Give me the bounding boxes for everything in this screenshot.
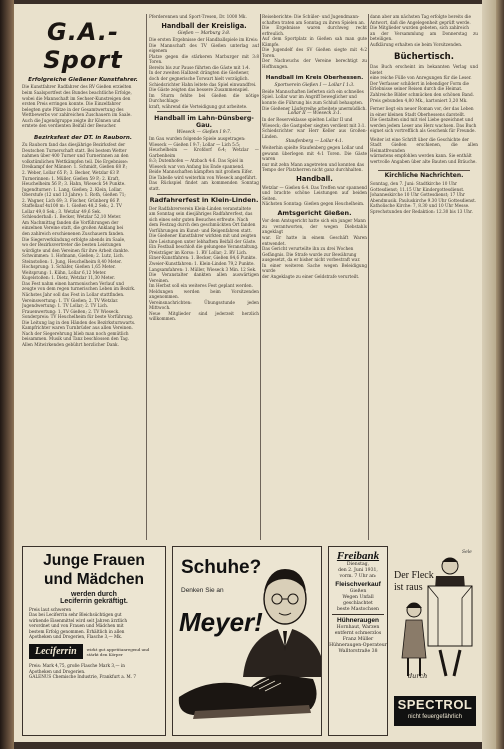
ad-freibank-title: Freibank xyxy=(336,550,380,562)
text-line: Die Jugendelf des SV Gießen siegte mit 4:2 Toren. xyxy=(262,47,367,58)
text-line: Sonderpreis: TV Heuchelheim für beste Vorführung. xyxy=(22,314,134,320)
text-line: Sonntag, den 7. Juni: Stadtkirche 10 Uhr xyxy=(370,181,458,187)
separator xyxy=(378,170,470,171)
text-line: Bereits bis zur Pause führten die Gäste mit 1:4. xyxy=(149,64,250,70)
text-line: Kugelstoßen: 1. Dietz, Wetzlar 11,30 Meter. xyxy=(22,275,115,281)
ad-freibank-line: vorm. 7 Uhr an: xyxy=(339,574,377,579)
separator xyxy=(157,194,251,195)
article-body-reiseberichte xyxy=(262,14,367,72)
text-line: belegten gute Plätze in der Gesamtwertung des xyxy=(22,106,124,112)
ad-footer-line: GALENUS Chemische Industrie, Frankfurt a. M. 7 xyxy=(29,674,137,680)
text-line: schaften traten am Sonntag zu ihren Spielen an. xyxy=(262,19,366,25)
page-left-edge xyxy=(0,0,14,749)
text-line: wo der Bezirksvertreter die besten Leistungen xyxy=(22,242,122,248)
text-line: gewann überlegen mit 4:1 Toren. Die Gäste waren xyxy=(262,150,367,162)
text-line: Einer-Kunstfahren: 1. Becker, Gießen 84,6 Punkte. xyxy=(149,255,257,261)
text-line: 2. Wagner, Lich 69; 3. Fischer, Grünberg 66 P. xyxy=(22,197,120,203)
text-line: Die Kunstfahrer Radfahrer des RV Gießen erzielten xyxy=(22,84,132,90)
text-line: nur mit zehn Mann angetreten und konnten das xyxy=(262,161,365,167)
column-rule xyxy=(146,14,147,540)
text-line: war. Er hatte in einem Geschäft Waren entwendet. xyxy=(262,235,367,246)
text-line: Schiedsrichter Hahn leitete das Spiel einwandfrei. xyxy=(149,81,257,87)
ad-leciferrin-brand-note: wirkt gut appetitanregend und stärkt den Körper xyxy=(86,646,150,657)
text-line: Die Tabelle wird weiterhin von Wieseck angeführt. xyxy=(149,174,257,180)
ad-body-line: Apotheken und Drogerien, Flasche 3,— Mk. xyxy=(29,634,123,640)
ad-meyer-subtitle: Denken Sie an xyxy=(181,587,224,594)
text-line: 8:3; Dutenhofen — Atzbach 4:6. Das Spiel in xyxy=(149,158,244,164)
text-line: Im Sturm fehlte bei Gießen die nötige Durchschlags- xyxy=(149,92,259,104)
article-body-oberhessen xyxy=(262,89,367,111)
ad-body-line: wirkende Eisenmittel wird seit Jahren ärztlich xyxy=(29,617,128,623)
text-line: Zahlreiche Bilder schmücken den schönen Band. xyxy=(370,92,474,98)
text-line: Beide Mannschaften kämpften mit großem Eifer. xyxy=(149,169,253,175)
text-line: Das Gericht verurteilte ihn zu drei Wochen xyxy=(262,246,354,252)
ad-meyer-shoes xyxy=(172,546,322,736)
ad-spectrol-headline-1: Der Fleck xyxy=(394,570,434,581)
text-line: der Angeklagte zu einer Geldstrafe verurteilt. xyxy=(262,273,360,279)
column-rule xyxy=(368,14,369,540)
text-line: werden jedem Leser ans Herz wachsen. Das Buch xyxy=(370,122,477,128)
separator xyxy=(157,111,251,112)
ad-spectrol-brand: SPECTROL xyxy=(397,697,473,712)
subheading-score-3: Sportverein Gießen I — Lollar I 1:3. xyxy=(274,82,355,88)
text-line: zeugte von dem regen turnerischen Leben im Bezirk. xyxy=(22,286,136,292)
ad-huehneraugen-line: Hornhaut, Warzen xyxy=(336,624,380,630)
text-line: doch der gegnerische Torwart hielt vorzüglich. xyxy=(149,75,249,81)
text-line: ersten Preis erringen konnte. Die Einzelfahrer xyxy=(22,101,121,107)
text-line: Schwimmen: 1. Hofmann, Gießen; 2. Lutz, Lich. xyxy=(22,253,124,259)
article-body-radfahrerfest xyxy=(149,206,259,322)
ad-freibank-line: Gießen xyxy=(349,589,367,594)
text-line: Aufklärung erhalten sie beim Vorsitzenden. xyxy=(370,41,463,47)
text-line: Auf dem Sportplatz in Gießen sah man gute Kämpfe. xyxy=(262,36,367,47)
separator xyxy=(332,614,384,615)
text-line: Schiedsrichter war Herr Keller aus Großen-Linden. xyxy=(262,128,367,139)
article-body-versammlung xyxy=(370,14,478,50)
text-line: würdigte und den Vereinen für ihre Arbeit dankte. xyxy=(22,247,130,253)
ad-freibank-line: Dienstag, xyxy=(346,562,370,567)
article-body-kirche xyxy=(370,181,478,214)
text-line: Ein Festball beschloß die gelungene Veranstaltung. xyxy=(149,244,259,250)
ad-leciferrin xyxy=(22,546,166,736)
text-line: In einer weiteren Sache wegen Beleidigung wurde xyxy=(262,262,367,274)
text-line: Das Fest nahm einen harmonischen Verlauf und xyxy=(22,280,124,286)
column-2 xyxy=(149,14,259,540)
text-line: Vereinsnachrichten: Übungsstunde jeden Mittwoch. xyxy=(149,299,259,311)
text-line: beisammen. Musik und Tanz beschlossen den Tag. xyxy=(22,336,130,342)
text-line: Johanneskirche 10 Uhr Gottesdienst; 17 Uhr xyxy=(370,192,465,198)
shoe-icon xyxy=(179,675,317,719)
heading-bezirksfest: Bezirksfest der DT. in Rauborn. xyxy=(34,134,132,141)
ad-freibank-line: beste Mastochsen xyxy=(336,607,380,612)
text-line: kraft, während die Verteidigung gut arbeitete. xyxy=(149,103,248,109)
text-line: Die Gießener Läuferreihe arbeitete unermüdlich. xyxy=(262,105,367,111)
text-line: eine reiche Fülle von Anregungen für die Leser. xyxy=(370,75,472,81)
ad-huehneraugen-line: Walltorstraße 38 xyxy=(338,648,378,654)
heading-kirchliche-nachrichten: Kirchliche Nachrichten. xyxy=(384,172,464,180)
ad-freibank xyxy=(328,546,388,736)
text-line: Turnerinnen: 1. Müller, Gießen 59 P.; 2. Kraft, xyxy=(22,175,120,181)
text-line: Zu Rauborn fand das diesjährige Bezirksfest der xyxy=(22,142,126,148)
text-line: Meldungen werden beim Vorsitzenden angenommen. xyxy=(149,288,259,300)
text-line: Steinstoßen: 1. Jung, Heuchelheim 8,40 Meter. xyxy=(22,258,122,264)
text-line: Die Siegerverkündung erfolgte abends im Saale, xyxy=(22,236,126,242)
text-line: sich eines sehr guten Besuches erfreute. Nach xyxy=(149,216,249,222)
text-line xyxy=(22,129,144,132)
text-line: Die Veranstalter dankten allen auswärtigen Vereinen. xyxy=(149,272,259,283)
text-line: Schleuderball: 1. Becker, Wetzlar 52,10 Meter. xyxy=(22,214,122,220)
text-line: Wieseck — Gießen I 9:7; Lollar — Lich 5:5; xyxy=(149,141,241,147)
ad-spectrol-durch: durch xyxy=(408,672,428,680)
ad-body-line: Preis laut schweren xyxy=(29,607,72,612)
text-line: Langsamfahren: 1. Müller, Wieseck 3 Min. 12 Sek. xyxy=(149,266,257,272)
column-1 xyxy=(22,14,144,540)
text-line: ausgesetzt, da er bisher nicht vorbestraft war. xyxy=(262,257,361,263)
ad-huehneraugen-bold: Hühneraugen xyxy=(337,616,379,624)
ad-spectrol-tagline: nicht feuergefährlich xyxy=(407,714,463,720)
article-body-kunstfahrer xyxy=(22,84,144,131)
text-line: Zweier-Kunstfahren: 1. Klein-Linden 79,2 Punkte. xyxy=(149,260,255,266)
text-line: Allen Mitwirkenden gebührt herzlicher Dank. xyxy=(22,341,119,347)
article-body-handball xyxy=(149,37,259,109)
ad-leciferrin-body xyxy=(23,607,165,639)
text-line: Oberstufe (12 und 13 Jahre): 1. Roth, Gießen 71; xyxy=(22,192,126,198)
text-line: Preis gebunden 4,80 Mk., kartoniert 3,20 Mk. xyxy=(370,97,468,103)
text-line: Die Gießener Kunstfahrer wirkten mit und zeigten xyxy=(149,233,257,239)
ad-leciferrin-title-1: Junge Frauen xyxy=(43,552,145,569)
text-line: Vorführungen im Kunst- und Reigenfahren statt. xyxy=(149,227,252,233)
text-line: Lollar 49,0 Sek.; 3. Wetzlar 49,6 Sek. xyxy=(22,208,102,214)
text-line: Jugendwertung: 1. TV Lollar; 2. TV Lich. xyxy=(22,303,109,309)
ad-footer-line: Apotheken und Drogerien. xyxy=(29,668,86,674)
text-line: Wieseck; die Gastgeber siegten verdient mit 3:1. xyxy=(262,122,366,128)
text-line: Im Herbst soll ein weiteres Fest geplant werden. xyxy=(149,283,253,289)
text-line: in einer kleinen Stadt Oberhessens darstellt. xyxy=(370,111,466,117)
text-line: Wetzlar — Gießen 6:4. Das Treffen war spannend xyxy=(262,184,367,190)
ad-spectrol-signature: Sele xyxy=(462,550,472,555)
ad-body-line: verordnet und von Frauen und Mädchen mit xyxy=(29,623,124,629)
ad-freibank-line: Wegen Unfall geschlachtet xyxy=(342,595,374,606)
text-line: und brachte schöne Leistungen auf beiden Seiten. xyxy=(262,190,367,201)
text-line: Das Buch erscheint im bekannten Verlag und bietet xyxy=(370,64,478,75)
text-line: Die ersten Ergebnisse der Handballspiele im Kreis: xyxy=(149,37,259,43)
column-rule xyxy=(260,14,261,540)
ad-leciferrin-title-2: und Mädchen xyxy=(44,571,144,588)
text-line: Gefängnis. Die Strafe wurde zur Bewährung xyxy=(262,251,357,257)
text-line: Der Nachwuchs der Vereine berechtigt zu Hoffnungen. xyxy=(262,58,367,69)
text-line: konnte die Führung bis zum Schluß behaupten. xyxy=(262,99,364,105)
advertisement-row xyxy=(22,546,478,738)
text-line: Antwort, daß die Angelegenheit geprüft werde. xyxy=(370,19,471,25)
text-line: Heuchelheim — Krofdorf 6:4; Wetzlar — Garbenheim xyxy=(149,147,259,158)
heading-handball-oberhessen: Handball im Kreis Oberhessen. xyxy=(265,75,364,82)
binding-gutter xyxy=(482,0,496,749)
ad-leciferrin-subtitle-2: Leciferrin gekräftigt. xyxy=(60,598,128,605)
text-line: den zahlreich erschienenen Zuschauern fanden. xyxy=(22,230,125,236)
text-line: Dreikampf der Männer: 1. Schmidt, Gießen 68 P.; xyxy=(22,164,128,170)
text-line: Auch die Jugendgruppe zeigte ihr Können und xyxy=(22,117,121,123)
text-line: Weiter ist eine Schrift über die Geschichte der xyxy=(370,136,469,142)
ad-freibank-line: den 2. Juni 1931, xyxy=(338,568,378,573)
ad-huehneraugen-line: Franz Müller xyxy=(342,636,374,642)
text-line: Beide Mannschaften lieferten sich ein schnelles xyxy=(262,88,364,94)
text-line: am Sonntag sein diesjähriges Radfahrerfest, das xyxy=(149,211,253,217)
ad-spectrol-headline xyxy=(394,570,434,594)
text-line: Spiel. Lollar war im Angriff beweglicher und xyxy=(262,94,357,100)
text-line: wertvolle Angaben über alte Bauten und Bräuche. xyxy=(370,159,477,165)
article-body-amtsgericht xyxy=(262,218,367,279)
column-4 xyxy=(370,14,478,540)
text-line: Preisträger im Korso: 1. RV Lollar; 2. RV Lich. xyxy=(149,249,248,255)
article-body-buecher xyxy=(370,64,478,167)
column-3 xyxy=(262,14,367,540)
article-body-intro xyxy=(149,14,259,20)
article-body-bezirksfest xyxy=(22,142,144,347)
text-line: Nächstes Jahr soll das Fest in Lollar stattfinden. xyxy=(22,291,125,297)
article-body-reserve xyxy=(262,117,367,139)
text-line: Tempo der Platzherren nicht ganz durchhalten. xyxy=(262,167,363,173)
text-line: dann aber am nächsten Tag erfolgte bereits die xyxy=(370,14,471,19)
text-line: Katholische Kirche: 7, 8.30 und 10 Uhr Messe. xyxy=(370,203,470,209)
text-line: zu verantworten, der wegen Diebstahls angeklagt xyxy=(262,223,367,235)
heading-handball-gau: Handball im Lahn-Dünsberg-Gau. xyxy=(154,114,254,129)
text-line: Die Leitung lag in den Händen des Bezirksturnwarts. xyxy=(22,319,136,325)
masthead-title: G.A.-Sport xyxy=(43,18,123,74)
text-line: Stadt Gießen erschienen, die allen Heimatfreunden xyxy=(370,142,478,153)
text-line: In der zweiten Halbzeit drängten die Gießener, xyxy=(149,70,250,76)
text-line xyxy=(370,47,478,50)
text-line: Die Mannschaft des TV Gießen unterlag auf eigenem xyxy=(149,42,259,54)
text-line: Am Nachmittag fanden die Vorführungen der xyxy=(22,219,119,225)
article-body-gau xyxy=(149,136,259,191)
ad-huehneraugen-line: entfernt schmerzlos xyxy=(334,630,382,636)
subheading-score-4: Lollar II — Wieseck 3:1. xyxy=(287,111,342,117)
text-line: Neue Mitglieder sind jederzeit herzlich willkommen. xyxy=(149,310,259,322)
woman-figure-icon xyxy=(402,603,426,676)
text-line: Frauenwertung: 1. TV Gießen; 2. TV Wieseck. xyxy=(22,308,120,314)
text-line: Deutschen Turnerschaft statt. Bei bestem Wetter xyxy=(22,147,127,153)
text-line: wärmstens empfohlen werden kann. Sie enthält xyxy=(370,153,472,159)
text-line: Nach der Siegerehrung blieb man noch gemütlich xyxy=(22,330,129,336)
text-line: Kampfrichter waren Turnbrüder aus allen Vereinen. xyxy=(22,325,133,331)
article-body-wetzlar xyxy=(262,185,367,207)
text-line: Ferner liegt ein neuer Roman vor, der das Leben xyxy=(370,106,474,112)
ad-body-line: Das bei Leciferrin sehr Bleichsüchtigen gut xyxy=(29,612,122,618)
text-line: Wieseck war von Anfang bis Ende spannend. xyxy=(149,163,245,169)
ad-leciferrin-subtitle: werden durch xyxy=(71,591,117,598)
ad-meyer-title: Schuhe? xyxy=(181,557,262,578)
ad-leciferrin-footer xyxy=(23,663,165,679)
text-line: erntete den verdienten Beifall der Besucher. xyxy=(22,123,117,129)
text-line: Platze gegen die stärkeren Marburger mit 3:8 Toren. xyxy=(149,53,259,65)
heading-buechertisch: Büchertisch. xyxy=(394,52,454,63)
text-line: Die Ergebnisse waren durchweg recht erfreulich. xyxy=(262,25,367,36)
ad-spectrol-logo-box xyxy=(394,696,476,726)
text-line: Staffellauf 4x100 m: 1. Gießen 48,2 Sek.; 2. TV xyxy=(22,203,122,209)
text-line: dem Festzug durch den geschmückten Ort fanden xyxy=(149,222,256,228)
text-line: Im Gau wurden folgende Spiele ausgetragen: xyxy=(149,136,246,142)
article-body-staufenberg xyxy=(262,145,367,173)
ad-spectrol xyxy=(392,546,478,736)
ad-body-line: bestem Erfolg genommen. Erhältlich in allen xyxy=(29,628,125,634)
man-holding-garment-icon xyxy=(428,558,472,676)
text-line: Sprechstunden der Redaktion: 12.30 bis 13 Uhr. xyxy=(370,208,473,214)
text-line: Weiterhin spielte Staufenberg gegen Lollar und xyxy=(262,145,364,151)
text-line: Reiseberichte: Die Schüler- und Jugendmann- xyxy=(262,14,360,19)
heading-kunstfahrer: Erfolgreiche Gießener Kunstfahrer. xyxy=(28,77,138,83)
heading-handball-kreisliga: Handball der Kreisliga. xyxy=(161,21,247,30)
ad-leciferrin-brand-bar xyxy=(23,644,165,659)
ad-meyer-brand: Meyer! xyxy=(179,607,263,637)
text-line: Erlebnisse seiner Reisen durch die Heimat. xyxy=(370,86,463,92)
text-line: Die Gestalten sind mit viel Liebe gezeichnet und xyxy=(370,117,474,123)
ad-footer-line: Preis: Mark 4,75, große Flasche Mark 3,— in xyxy=(29,663,125,669)
text-line: 2. Weber, Lollar 65 P.; 3. Becker, Wetzlar 63 P. xyxy=(22,169,120,175)
text-line: In der Reserveklasse spielten Lollar II und xyxy=(262,117,353,123)
text-line: Vor dem Amtsgericht hatte sich ein junger Mann xyxy=(262,218,366,224)
text-line: Die Mitglieder wurden gebeten, sich zahlreich xyxy=(370,25,469,31)
subheading-score-2: Wieseck — Gießen I 9:7. xyxy=(176,130,232,136)
ad-spectrol-illustration xyxy=(392,546,478,696)
text-line: ihre Leistungen unter lebhaftem Beifall der Gäste. xyxy=(149,238,257,244)
heading-amtsgericht: Amtsgericht Gießen. xyxy=(277,209,352,217)
text-line: Wettbewerbs vor zahlreichen Zuschauern im Saale. xyxy=(22,112,132,118)
text-line: eignet sich vortrefflich als Geschenk für Freunde. xyxy=(370,128,476,134)
text-line: Weitsprung: 1. Kühn, Lollar 6,12 Meter. xyxy=(22,269,107,275)
ad-leciferrin-brand: Leciferrin xyxy=(29,644,83,659)
text-line: Der Radfahrerverein Klein-Linden veranstaltete xyxy=(149,205,251,211)
text-line: wobei die Mannschaft im Sechser-Kunstreigen den xyxy=(22,95,131,101)
text-line: Abendmusik. Pauluskirche 9.30 Uhr Gottesdienst. xyxy=(370,197,477,203)
text-line: Vereinswertung: 1. TV Gießen; 2. TV Wetzlar. xyxy=(22,297,119,303)
ad-freibank-bold: Fleischverkauf xyxy=(335,581,381,588)
text-line: Nächsten Sonntag: Gießen gegen Heuchelheim. xyxy=(262,201,365,207)
heading-radfahrerfest: Radfahrerfest in Klein-Linden. xyxy=(149,196,259,205)
text-line: nahmen über 400 Turner und Turnerinnen an den xyxy=(22,153,129,159)
text-line: Gottesdienst; 11.15 Uhr Kindergottesdienst. xyxy=(370,186,465,192)
page-right-edge xyxy=(496,0,504,749)
text-line: Heuchelheim 56 P.; 3. Hahn, Wieseck 54 Punkte. xyxy=(22,181,126,187)
text-line xyxy=(262,69,367,72)
text-line: einzelnen Vereine statt, die großen Anklang bei xyxy=(22,225,124,231)
text-line: Hochsprung: 1. Schäfer, Gießen 1,65 Meter. xyxy=(22,264,116,270)
text-line: Die Gäste zeigten das bessere Zusammenspiel. xyxy=(149,87,249,93)
ad-spectrol-headline-2: ist raus xyxy=(394,582,423,593)
subheading-score-1: Gießen — Marburg 3:8. xyxy=(177,31,231,37)
text-line: Der Verfasser schildert in lebendiger Form die xyxy=(370,80,470,86)
text-line: volkstümlichen Wettkämpfen teil. Die Ergebnisse: xyxy=(22,158,129,164)
text-line: Pferderennen und Sport-Tresen, Dr. 1000 Mk. xyxy=(149,14,247,19)
text-line xyxy=(370,165,478,168)
heading-handball: Handball. xyxy=(296,175,333,183)
subheading-score-5: Staufenberg — Lollar 4:1. xyxy=(285,139,344,145)
ad-huehneraugen-line: Hühneraugen-Operateur xyxy=(329,642,387,648)
text-line: beim Saalsportfest des Bundes beachtliche Erfolge, xyxy=(22,89,132,95)
text-line: an der Versammlung am Donnerstag zu beteiligen. xyxy=(370,30,478,42)
text-line: Das Rückspiel findet am kommenden Sonntag statt. xyxy=(149,180,259,191)
text-line: Jugendturner: 1. Lang, Gießen; 2. Klein, Lollar. xyxy=(22,186,123,192)
